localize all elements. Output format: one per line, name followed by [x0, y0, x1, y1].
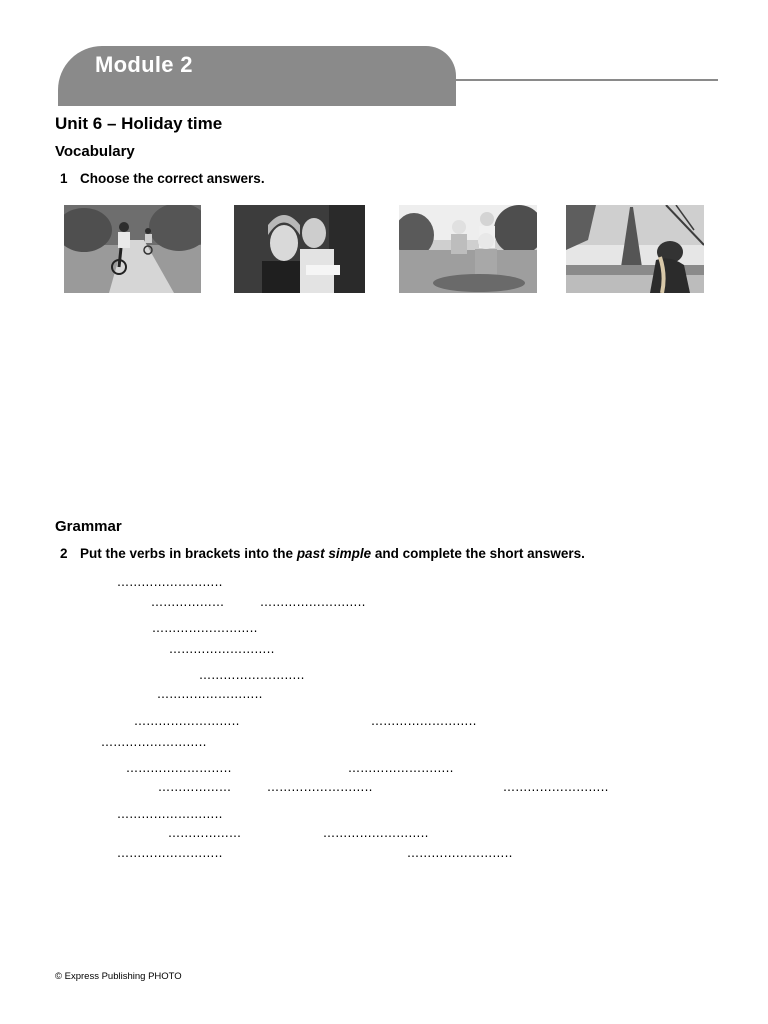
answer-blank[interactable]: ……………………..: [117, 807, 223, 821]
answer-blank[interactable]: ……………………..: [323, 826, 429, 840]
copyright-footer: © Express Publishing PHOTO: [55, 971, 182, 982]
answer-blank[interactable]: ……………………..: [407, 846, 513, 860]
answer-blank[interactable]: ……………………..: [267, 780, 373, 794]
photo-cycling: [64, 205, 201, 293]
answer-blank[interactable]: ……………………..: [126, 761, 232, 775]
exercise-2-instruction: [60, 546, 585, 561]
exercise-1-instruction: [60, 171, 265, 186]
answer-blank[interactable]: ……………………..: [117, 846, 223, 860]
answer-blank[interactable]: ……………………..: [169, 642, 275, 656]
answer-blank[interactable]: ……………………..: [157, 687, 263, 701]
answer-blank[interactable]: ……………………..: [134, 714, 240, 728]
answer-blank[interactable]: ……………………..: [101, 735, 207, 749]
answer-blank[interactable]: ……………………..: [152, 621, 258, 635]
exercise-1-number: 1: [60, 171, 68, 186]
exercise-1-text: Choose the correct answers.: [80, 171, 265, 186]
module-title: Module 2: [95, 52, 193, 77]
header-rule: [452, 79, 718, 81]
grammar-heading: Grammar: [55, 518, 122, 535]
photo-eiffel-tower: [566, 205, 704, 293]
exercise-2-text-emphasis: past simple: [296, 546, 372, 561]
photo-canoe: [399, 205, 537, 293]
unit-title: Unit 6 – Holiday time: [55, 114, 223, 133]
exercise-2-number: 2: [60, 546, 68, 561]
answer-blank[interactable]: ……………………..: [199, 668, 305, 682]
answer-blank[interactable]: ……………………..: [503, 780, 609, 794]
vocabulary-heading: Vocabulary: [55, 143, 135, 160]
answer-blank-short[interactable]: ………………: [158, 780, 232, 794]
answer-blank[interactable]: ……………………..: [348, 761, 454, 775]
exercise-2-text-end: and complete the short answers.: [371, 546, 585, 561]
answer-blank-short[interactable]: ………………: [168, 826, 242, 840]
answer-blank[interactable]: ……………………..: [260, 595, 366, 609]
exercise-2-text-start: Put the verbs in brackets into the: [80, 546, 297, 561]
answer-blank[interactable]: ……………………..: [117, 575, 223, 589]
answer-blank-short[interactable]: ………………: [151, 595, 225, 609]
photo-eating-food: [234, 205, 365, 293]
answer-blank[interactable]: ……………………..: [371, 714, 477, 728]
